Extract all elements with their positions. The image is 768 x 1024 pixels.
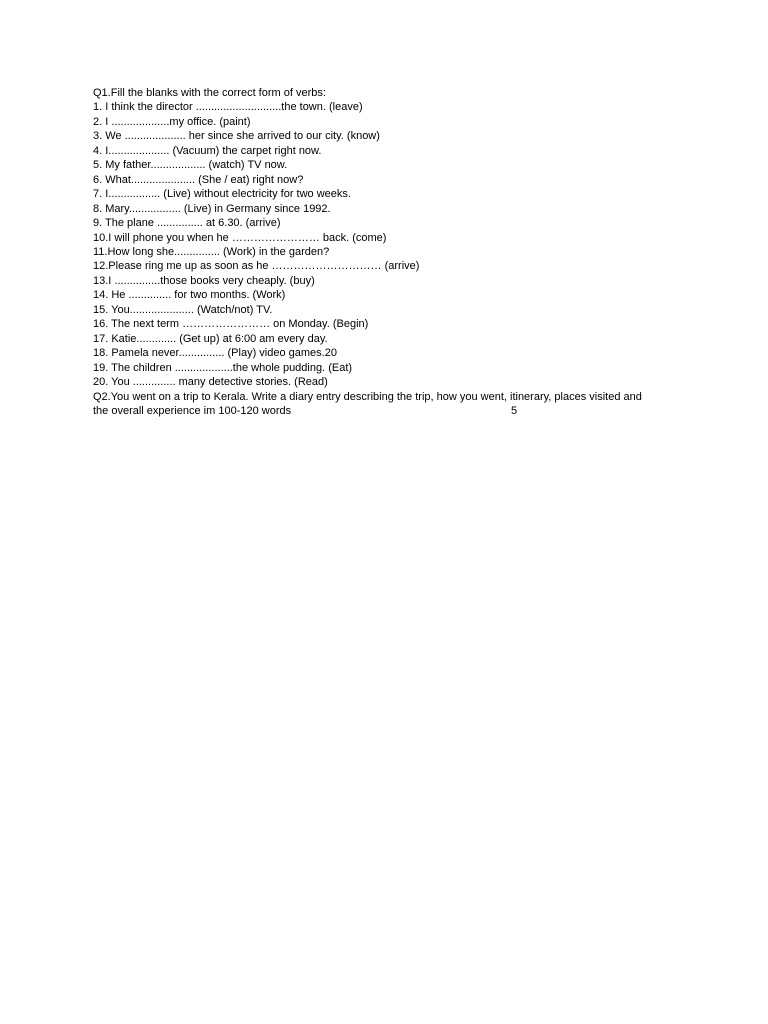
q1-item-17: 17. Katie............. (Get up) at 6:00 am every day.: [93, 332, 328, 345]
q1-item-7: 7. I................. (Live) without electricity for two weeks.: [93, 188, 351, 201]
q1-item-12: 12.Please ring me up as soon as he ………………………… (arrive): [93, 260, 420, 273]
q1-item-4: 4. I.................... (Vacuum) the carpet right now.: [93, 144, 322, 157]
q2-prompt-line-1: Q2.You went on a trip to Kerala. Write a diary entry describing the trip, how you went, itinerary, places visited and: [93, 390, 642, 403]
q1-item-13: 13.I ...............those books very cheaply. (buy): [93, 274, 315, 287]
q2-prompt-text: the overall experience im 100-120 words: [93, 404, 292, 417]
q1-item-3: 3. We .................... her since she arrived to our city. (know): [93, 130, 380, 143]
q1-item-11: 11.How long she............... (Work) in the garden?: [93, 245, 330, 258]
q1-item-10: 10.I will phone you when he …………………… back. (come): [93, 231, 387, 244]
q1-item-19: 19. The children ...................the whole pudding. (Eat): [93, 361, 353, 374]
q1-item-1: 1. I think the director ............................the town. (leave): [93, 101, 363, 114]
q2-marks: 5: [511, 404, 518, 417]
q2-prompt-line-2: [93, 404, 693, 418]
q1-item-14: 14. He .............. for two months. (Work): [93, 289, 286, 302]
q1-item-9: 9. The plane ............... at 6.30. (arrive): [93, 217, 281, 230]
q1-item-18: 18. Pamela never............... (Play) video games.20: [93, 347, 337, 360]
q1-item-2: 2. I ...................my office. (paint): [93, 115, 251, 128]
q1-item-15: 15. You..................... (Watch/not) TV.: [93, 303, 273, 316]
q1-heading: Q1.Fill the blanks with the correct form of verbs:: [93, 87, 326, 99]
worksheet-content: [93, 86, 693, 418]
q1-item-5: 5. My father.................. (watch) TV now.: [93, 159, 288, 172]
q1-item-16: 16. The next term …………………… on Monday. (Begin): [93, 318, 369, 331]
q1-item-8: 8. Mary................. (Live) in Germany since 1992.: [93, 202, 331, 215]
q1-item-20: 20. You .............. many detective stories. (Read): [93, 376, 328, 389]
q1-item-6: 6. What..................... (She / eat) right now?: [93, 173, 304, 186]
